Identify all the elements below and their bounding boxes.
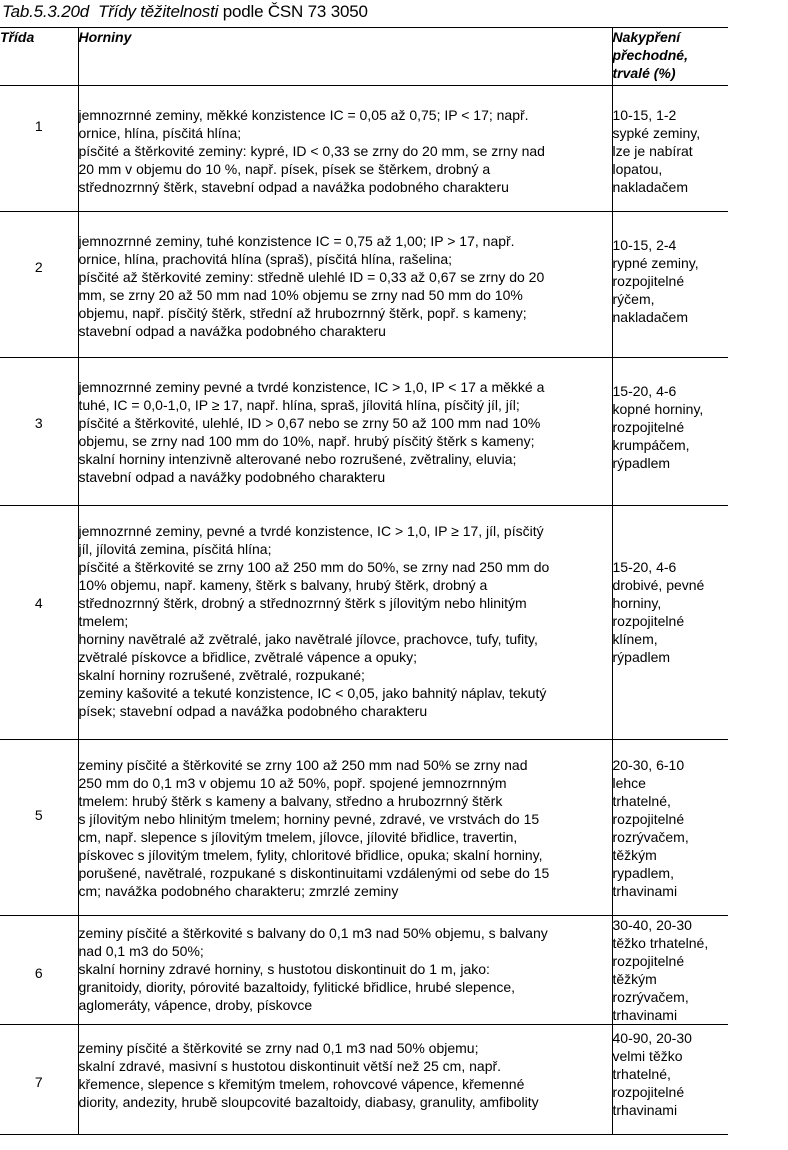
swell-line: nakladačem <box>612 179 688 195</box>
swell-cell <box>612 212 728 358</box>
description-line: cm; navážka podobného charakteru; zmrzlé zeminy <box>78 883 399 899</box>
swell-line: drobivé, pevné <box>612 577 705 593</box>
description-line: objemu, se zrny nad 100 mm do 10%, např. hrubý písčitý štěrk s kameny; <box>78 433 535 449</box>
description-line: objemu, např. písčitý štěrk, střední až hrubozrnný štěrk, popř. s kameny; <box>78 305 527 321</box>
description-line: zvětralé pískovce a břidlice, zvětralé vápence a opuky; <box>78 649 418 665</box>
description-cell <box>78 212 612 358</box>
description-line: aglomeráty, vápence, droby, pískovce <box>78 997 313 1013</box>
header-rocks: Horniny <box>78 28 612 86</box>
swell-cell <box>612 506 728 740</box>
caption-italic: Třídy těžitelnosti <box>98 2 219 21</box>
description-line: diority, andezity, hrubě sloupcovité bazaltoidy, diabasy, granulity, amfibolity <box>78 1094 539 1110</box>
swell-line: trhatelné, <box>612 1066 671 1082</box>
table-row <box>0 86 728 212</box>
swell-line: 30-40, 20-30 <box>612 917 692 933</box>
class-cell: 6 <box>0 916 78 1025</box>
swell-line: 15-20, 4-6 <box>612 559 677 575</box>
table-row <box>0 358 728 506</box>
swell-cell <box>612 1025 728 1135</box>
swell-line: lze je nabírat <box>612 143 693 159</box>
swell-line: krumpáčem, <box>612 437 690 453</box>
description-line: ornice, hlína, písčitá hlína; <box>78 125 242 141</box>
table-row <box>0 740 728 916</box>
description-line: zeminy kašovité a tekuté konzistence, IC < 0,05, jako bahnitý náplav, tekutý <box>78 685 547 701</box>
table-row <box>0 1025 728 1135</box>
description-line: s jílovitým nebo hlinitým tmelem; horniny pevné, zdravé, ve vrstvách do 15 <box>78 811 540 827</box>
swell-line: kopné horniny, <box>612 401 704 417</box>
header-class: Třída <box>0 28 78 86</box>
swell-line: 15-20, 4-6 <box>612 383 677 399</box>
swell-line: rozpojitelné <box>612 613 685 629</box>
description-line: písčité a štěrkovité zeminy: kypré, ID < 0,33 se zrny do 20 mm, se zrny nad <box>78 143 545 159</box>
description-line: ornice, hlína, prachovitá hlína (spraš), písčitá hlína, rašelina; <box>78 251 453 267</box>
description-line: jíl, jílovitá zemina, písčitá hlína; <box>78 541 272 557</box>
swell-line: 10-15, 2-4 <box>612 237 677 253</box>
description-line: skalní horniny zdravé horniny, s hustotou diskontinuit do 1 m, jako: <box>78 961 490 977</box>
description-line: mm, se zrny 20 až 50 mm nad 10% objemu se zrny nad 50 mm do 10% <box>78 287 523 303</box>
description-line: nad 0,1 m3 do 50%; <box>78 943 204 959</box>
swell-line: trhatelné, <box>612 793 671 809</box>
swell-line: trhavinami <box>612 1007 678 1023</box>
description-line: písek; stavební odpad a navážka podobného charakteru <box>78 703 428 719</box>
description-line: písčité a štěrkovité se zrny 100 až 250 mm do 50%, se zrny nad 250 mm do <box>78 559 550 575</box>
swell-line: lopatou, <box>612 161 663 177</box>
swell-line: 10-15, 1-2 <box>612 107 677 123</box>
description-line: tmelem: hrubý štěrk s kameny a balvany, středno a hrubozrnný štěrk <box>78 793 503 809</box>
description-line: zeminy písčité a štěrkovité se zrny 100 až 250 mm nad 50% se zrny nad <box>78 757 528 773</box>
swell-line: trhavinami <box>612 883 678 899</box>
swell-line: rozpojitelné <box>612 1084 685 1100</box>
description-line: skalní horniny rozrušené, zvětralé, rozpukané; <box>78 667 365 683</box>
description-line: skalní horniny intenzivně alterované nebo rozrušené, zvětraliny, eluvia; <box>78 451 517 467</box>
class-cell: 5 <box>0 740 78 916</box>
swell-line: velmi těžko <box>612 1048 683 1064</box>
description-line: skalní zdravé, masivní s hustotou diskontinuit větší než 25 cm, např. <box>78 1058 502 1074</box>
description-line: cm, např. slepence s jílovitým tmelem, jílovce, jílovité břidlice, travertin, <box>78 829 518 845</box>
swell-line: nakladačem <box>612 309 688 325</box>
description-line: 20 mm v objemu do 10 %, např. písek, písek se štěrkem, drobný a <box>78 161 491 177</box>
description-cell <box>78 1025 612 1135</box>
swell-line: 20-30, 6-10 <box>612 757 685 773</box>
description-line: granitoidy, diority, pórovité bazaltoidy, fylitické břidlice, hrubé slepence, <box>78 979 516 995</box>
swell-line: rýpadlem <box>612 649 671 665</box>
swell-line: rozrývačem, <box>612 829 689 845</box>
description-cell <box>78 506 612 740</box>
description-line: jemnozrnné zeminy, tuhé konzistence IC = 0,75 až 1,00; IP > 17, např. <box>78 233 515 249</box>
class-cell: 7 <box>0 1025 78 1135</box>
description-cell <box>78 358 612 506</box>
description-line: stavební odpad a navážka podobného charakteru <box>78 323 386 339</box>
swell-line: klínem, <box>612 631 658 647</box>
class-cell: 2 <box>0 212 78 358</box>
excavability-table <box>0 27 728 1135</box>
swell-line: rozrývačem, <box>612 989 689 1005</box>
description-line: střednozrnný štěrk, drobný a střednozrnný štěrk s jílovitým nebo hlinitým <box>78 595 527 611</box>
swell-line: těžkým <box>612 847 657 863</box>
swell-line: horniny, <box>612 595 662 611</box>
swell-line: lehce <box>612 775 646 791</box>
swell-line: rypné zeminy, <box>612 255 699 271</box>
description-line: tmelem; <box>78 613 129 629</box>
header-swell-line: trvalé (%) <box>612 65 676 81</box>
swell-line: rozpojitelné <box>612 953 685 969</box>
description-line: jemnozrnné zeminy, pevné a tvrdé konzistence, IC > 1,0, IP ≥ 17, jíl, písčitý <box>78 523 544 539</box>
swell-line: rypadlem, <box>612 865 674 881</box>
description-line: porušené, navětralé, rozpukané s diskontinuitami vzdálenými od sebe do 15 <box>78 865 550 881</box>
swell-cell <box>612 86 728 212</box>
table-row <box>0 212 728 358</box>
table-row <box>0 916 728 1025</box>
description-line: zeminy písčité a štěrkovité s balvany do 0,1 m3 nad 50% objemu, s balvany <box>78 925 548 941</box>
swell-cell <box>612 740 728 916</box>
description-cell <box>78 740 612 916</box>
header-row <box>0 28 728 86</box>
swell-cell <box>612 916 728 1025</box>
header-swell-line: přechodné, <box>612 47 688 63</box>
description-line: písčité a štěrkovité, ulehlé, ID > 0,67 nebo se zrny 50 až 100 mm nad 10% <box>78 415 541 431</box>
description-line: zeminy písčité a štěrkovité se zrny nad 0,1 m3 nad 50% objemu; <box>78 1040 479 1056</box>
description-line: 10% objemu, např. kameny, štěrk s balvany, hrubý štěrk, drobný a <box>78 577 488 593</box>
swell-line: rozpojitelné <box>612 811 685 827</box>
class-cell: 4 <box>0 506 78 740</box>
swell-line: těžkým <box>612 971 657 987</box>
description-line: písčité až štěrkovité zeminy: středně ulehlé ID = 0,33 až 0,67 se zrny do 20 <box>78 269 545 285</box>
header-swell-line: Nakypření <box>612 29 681 45</box>
class-cell: 1 <box>0 86 78 212</box>
description-line: jemnozrnné zeminy, měkké konzistence IC = 0,05 až 0,75; IP < 17; např. <box>78 107 529 123</box>
swell-line: trhavinami <box>612 1102 678 1118</box>
description-line: 250 mm do 0,1 m3 v objemu 10 až 50%, popř. spojené jemnozrnným <box>78 775 507 791</box>
description-line: tuhé, IC = 0,0-1,0, IP ≥ 17, např. hlína, spraš, jílovitá hlína, písčitý jíl, jíl; <box>78 397 520 413</box>
class-cell: 3 <box>0 358 78 506</box>
description-line: pískovec s jílovitým tmelem, fylity, chloritové břidlice, opuka; skalní horniny, <box>78 847 543 863</box>
swell-cell <box>612 358 728 506</box>
swell-line: sypké zeminy, <box>612 125 701 141</box>
description-line: stavební odpad a navážky podobného charakteru <box>78 469 386 485</box>
description-cell <box>78 916 612 1025</box>
table-caption <box>2 2 368 22</box>
description-line: jemnozrnné zeminy pevné a tvrdé konzistence, IC > 1,0, IP < 17 a měkké a <box>78 379 545 395</box>
swell-line: rozpojitelné <box>612 273 685 289</box>
description-line: střednozrnný štěrk, stavební odpad a navážka podobného charakteru <box>78 179 509 195</box>
swell-line: rozpojitelné <box>612 419 685 435</box>
swell-line: rýčem, <box>612 291 655 307</box>
swell-line: rýpadlem <box>612 455 671 471</box>
caption-number: Tab.5.3.20d <box>2 2 89 21</box>
swell-line: 40-90, 20-30 <box>612 1030 692 1046</box>
swell-line: těžko trhatelné, <box>612 935 709 951</box>
caption-suffix: podle ČSN 73 3050 <box>218 2 368 21</box>
description-line: horniny navětralé až zvětralé, jako navětralé jílovce, prachovce, tufy, tufity, <box>78 631 538 647</box>
description-line: křemence, slepence s křemitým tmelem, rohovcové vápence, křemenné <box>78 1076 525 1092</box>
description-cell <box>78 86 612 212</box>
header-swell <box>612 28 728 86</box>
table-row <box>0 506 728 740</box>
